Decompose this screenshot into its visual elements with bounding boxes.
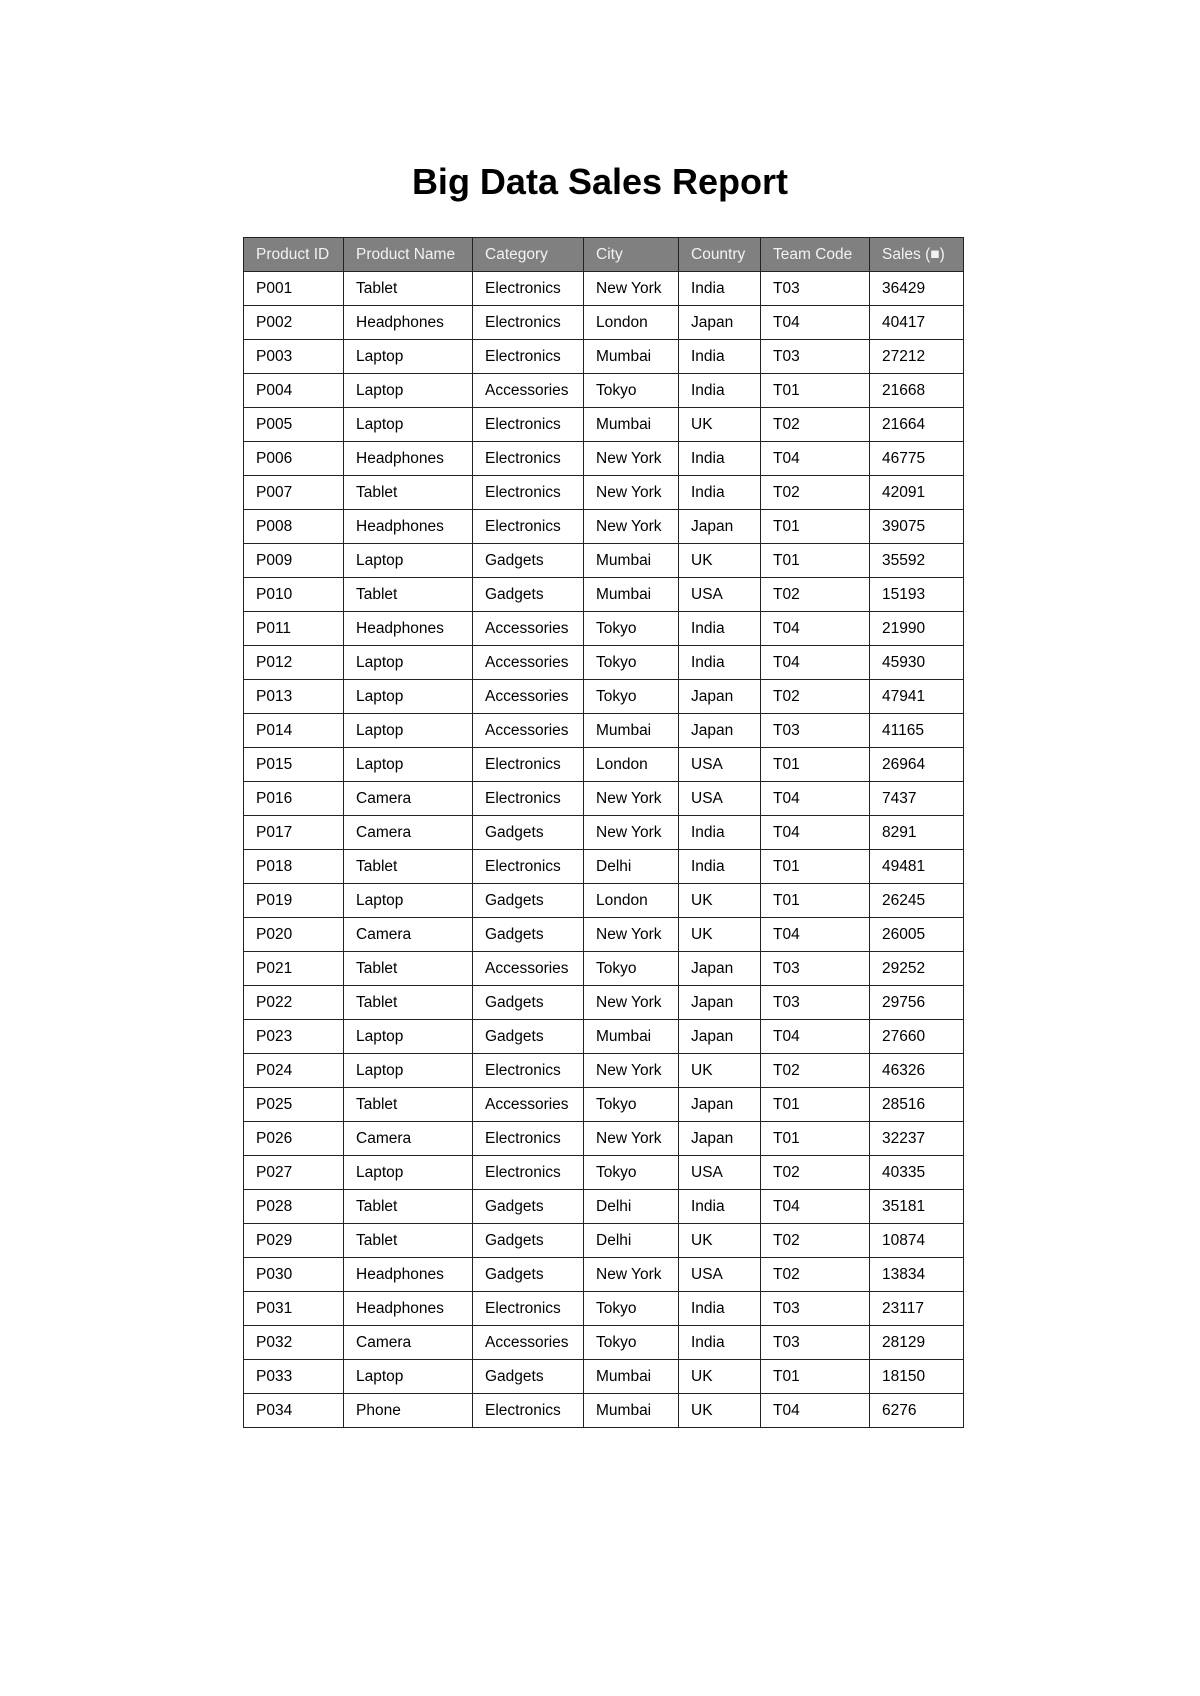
table-header bbox=[244, 238, 964, 272]
team-code-cell: T04 bbox=[761, 442, 870, 476]
team-code-cell: T04 bbox=[761, 816, 870, 850]
city-cell: Delhi bbox=[584, 1224, 679, 1258]
country-cell: India bbox=[679, 476, 761, 510]
product-name-cell: Phone bbox=[344, 1394, 473, 1428]
team-code-cell: T01 bbox=[761, 374, 870, 408]
table-row bbox=[244, 510, 964, 544]
country-cell: Japan bbox=[679, 1088, 761, 1122]
sales-cell: 26245 bbox=[870, 884, 964, 918]
product-id-cell: P002 bbox=[244, 306, 344, 340]
city-cell: Tokyo bbox=[584, 1088, 679, 1122]
table-row bbox=[244, 782, 964, 816]
team-code-cell: T03 bbox=[761, 714, 870, 748]
team-code-cell: T04 bbox=[761, 1020, 870, 1054]
table-row bbox=[244, 850, 964, 884]
product-id-cell: P014 bbox=[244, 714, 344, 748]
sales-cell: 39075 bbox=[870, 510, 964, 544]
table-row bbox=[244, 442, 964, 476]
sales-cell: 36429 bbox=[870, 272, 964, 306]
category-cell: Gadgets bbox=[473, 578, 584, 612]
table-body bbox=[244, 272, 964, 1428]
product-id-cell: P015 bbox=[244, 748, 344, 782]
country-cell: USA bbox=[679, 782, 761, 816]
product-name-cell: Headphones bbox=[344, 1292, 473, 1326]
product-id-cell: P027 bbox=[244, 1156, 344, 1190]
team-code-cell: T01 bbox=[761, 884, 870, 918]
product-id-cell: P029 bbox=[244, 1224, 344, 1258]
table-row bbox=[244, 646, 964, 680]
sales-cell: 41165 bbox=[870, 714, 964, 748]
country-cell: UK bbox=[679, 544, 761, 578]
category-cell: Accessories bbox=[473, 646, 584, 680]
team-code-cell: T02 bbox=[761, 1258, 870, 1292]
country-cell: UK bbox=[679, 1394, 761, 1428]
city-cell: New York bbox=[584, 510, 679, 544]
category-cell: Electronics bbox=[473, 476, 584, 510]
sales-cell: 21990 bbox=[870, 612, 964, 646]
table-row bbox=[244, 884, 964, 918]
country-cell: Japan bbox=[679, 1122, 761, 1156]
country-cell: UK bbox=[679, 1360, 761, 1394]
sales-cell: 29756 bbox=[870, 986, 964, 1020]
country-cell: India bbox=[679, 1190, 761, 1224]
country-cell: Japan bbox=[679, 986, 761, 1020]
product-id-cell: P034 bbox=[244, 1394, 344, 1428]
column-header-sales: Sales (■) bbox=[870, 238, 964, 272]
product-id-cell: P004 bbox=[244, 374, 344, 408]
country-cell: USA bbox=[679, 578, 761, 612]
city-cell: Tokyo bbox=[584, 680, 679, 714]
product-id-cell: P012 bbox=[244, 646, 344, 680]
sales-cell: 47941 bbox=[870, 680, 964, 714]
city-cell: New York bbox=[584, 1258, 679, 1292]
sales-cell: 46775 bbox=[870, 442, 964, 476]
category-cell: Accessories bbox=[473, 1326, 584, 1360]
sales-cell: 29252 bbox=[870, 952, 964, 986]
city-cell: Mumbai bbox=[584, 1020, 679, 1054]
category-cell: Electronics bbox=[473, 340, 584, 374]
table-row bbox=[244, 986, 964, 1020]
sales-cell: 7437 bbox=[870, 782, 964, 816]
sales-cell: 45930 bbox=[870, 646, 964, 680]
product-name-cell: Tablet bbox=[344, 476, 473, 510]
product-name-cell: Laptop bbox=[344, 374, 473, 408]
city-cell: Mumbai bbox=[584, 408, 679, 442]
table-row bbox=[244, 340, 964, 374]
table-row bbox=[244, 952, 964, 986]
category-cell: Electronics bbox=[473, 1394, 584, 1428]
category-cell: Gadgets bbox=[473, 1190, 584, 1224]
sales-cell: 18150 bbox=[870, 1360, 964, 1394]
city-cell: New York bbox=[584, 918, 679, 952]
team-code-cell: T04 bbox=[761, 1394, 870, 1428]
column-header-team-code: Team Code bbox=[761, 238, 870, 272]
sales-cell: 46326 bbox=[870, 1054, 964, 1088]
category-cell: Electronics bbox=[473, 1156, 584, 1190]
sales-cell: 23117 bbox=[870, 1292, 964, 1326]
country-cell: USA bbox=[679, 1156, 761, 1190]
country-cell: UK bbox=[679, 1054, 761, 1088]
country-cell: Japan bbox=[679, 680, 761, 714]
sales-cell: 35592 bbox=[870, 544, 964, 578]
sales-cell: 26964 bbox=[870, 748, 964, 782]
table-row bbox=[244, 1190, 964, 1224]
sales-cell: 8291 bbox=[870, 816, 964, 850]
table-row bbox=[244, 1122, 964, 1156]
city-cell: Tokyo bbox=[584, 374, 679, 408]
country-cell: UK bbox=[679, 884, 761, 918]
product-name-cell: Headphones bbox=[344, 306, 473, 340]
category-cell: Electronics bbox=[473, 1122, 584, 1156]
product-name-cell: Laptop bbox=[344, 1054, 473, 1088]
team-code-cell: T03 bbox=[761, 986, 870, 1020]
product-id-cell: P026 bbox=[244, 1122, 344, 1156]
table-row bbox=[244, 1258, 964, 1292]
table-row bbox=[244, 1326, 964, 1360]
product-name-cell: Camera bbox=[344, 918, 473, 952]
table-row bbox=[244, 1088, 964, 1122]
category-cell: Gadgets bbox=[473, 544, 584, 578]
city-cell: Mumbai bbox=[584, 1360, 679, 1394]
city-cell: New York bbox=[584, 272, 679, 306]
column-header-product-name: Product Name bbox=[344, 238, 473, 272]
category-cell: Electronics bbox=[473, 408, 584, 442]
product-name-cell: Tablet bbox=[344, 272, 473, 306]
category-cell: Accessories bbox=[473, 374, 584, 408]
table-row bbox=[244, 816, 964, 850]
product-id-cell: P011 bbox=[244, 612, 344, 646]
city-cell: Mumbai bbox=[584, 544, 679, 578]
city-cell: Mumbai bbox=[584, 578, 679, 612]
product-id-cell: P016 bbox=[244, 782, 344, 816]
city-cell: New York bbox=[584, 442, 679, 476]
country-cell: USA bbox=[679, 1258, 761, 1292]
product-id-cell: P006 bbox=[244, 442, 344, 476]
product-name-cell: Laptop bbox=[344, 408, 473, 442]
table-row bbox=[244, 408, 964, 442]
city-cell: London bbox=[584, 748, 679, 782]
city-cell: Mumbai bbox=[584, 1394, 679, 1428]
product-name-cell: Laptop bbox=[344, 748, 473, 782]
product-name-cell: Tablet bbox=[344, 1088, 473, 1122]
team-code-cell: T02 bbox=[761, 408, 870, 442]
country-cell: India bbox=[679, 442, 761, 476]
country-cell: India bbox=[679, 1292, 761, 1326]
sales-cell: 27660 bbox=[870, 1020, 964, 1054]
category-cell: Accessories bbox=[473, 612, 584, 646]
product-id-cell: P019 bbox=[244, 884, 344, 918]
city-cell: Tokyo bbox=[584, 612, 679, 646]
team-code-cell: T03 bbox=[761, 1326, 870, 1360]
team-code-cell: T01 bbox=[761, 1122, 870, 1156]
product-name-cell: Headphones bbox=[344, 612, 473, 646]
country-cell: India bbox=[679, 646, 761, 680]
product-name-cell: Laptop bbox=[344, 1020, 473, 1054]
product-name-cell: Laptop bbox=[344, 714, 473, 748]
category-cell: Electronics bbox=[473, 782, 584, 816]
product-name-cell: Laptop bbox=[344, 544, 473, 578]
product-name-cell: Laptop bbox=[344, 340, 473, 374]
table-row bbox=[244, 1020, 964, 1054]
team-code-cell: T02 bbox=[761, 680, 870, 714]
header-row bbox=[244, 238, 964, 272]
column-header-country: Country bbox=[679, 238, 761, 272]
column-header-city: City bbox=[584, 238, 679, 272]
product-id-cell: P031 bbox=[244, 1292, 344, 1326]
country-cell: Japan bbox=[679, 1020, 761, 1054]
team-code-cell: T01 bbox=[761, 1088, 870, 1122]
product-id-cell: P018 bbox=[244, 850, 344, 884]
team-code-cell: T01 bbox=[761, 544, 870, 578]
product-name-cell: Laptop bbox=[344, 646, 473, 680]
country-cell: India bbox=[679, 816, 761, 850]
country-cell: UK bbox=[679, 1224, 761, 1258]
city-cell: London bbox=[584, 884, 679, 918]
city-cell: Tokyo bbox=[584, 1292, 679, 1326]
country-cell: India bbox=[679, 850, 761, 884]
category-cell: Electronics bbox=[473, 272, 584, 306]
city-cell: Tokyo bbox=[584, 1326, 679, 1360]
product-id-cell: P032 bbox=[244, 1326, 344, 1360]
category-cell: Gadgets bbox=[473, 884, 584, 918]
city-cell: New York bbox=[584, 1122, 679, 1156]
product-id-cell: P025 bbox=[244, 1088, 344, 1122]
team-code-cell: T02 bbox=[761, 1156, 870, 1190]
product-name-cell: Camera bbox=[344, 1122, 473, 1156]
table-row bbox=[244, 544, 964, 578]
table-row bbox=[244, 1156, 964, 1190]
product-name-cell: Tablet bbox=[344, 986, 473, 1020]
team-code-cell: T04 bbox=[761, 1190, 870, 1224]
product-id-cell: P021 bbox=[244, 952, 344, 986]
table-row bbox=[244, 374, 964, 408]
city-cell: Delhi bbox=[584, 850, 679, 884]
product-id-cell: P010 bbox=[244, 578, 344, 612]
city-cell: Tokyo bbox=[584, 952, 679, 986]
category-cell: Gadgets bbox=[473, 986, 584, 1020]
product-name-cell: Tablet bbox=[344, 578, 473, 612]
page-title: Big Data Sales Report bbox=[411, 161, 789, 202]
product-name-cell: Headphones bbox=[344, 1258, 473, 1292]
team-code-cell: T04 bbox=[761, 782, 870, 816]
category-cell: Accessories bbox=[473, 952, 584, 986]
category-cell: Gadgets bbox=[473, 1360, 584, 1394]
product-id-cell: P005 bbox=[244, 408, 344, 442]
sales-cell: 49481 bbox=[870, 850, 964, 884]
team-code-cell: T04 bbox=[761, 646, 870, 680]
product-name-cell: Tablet bbox=[344, 1224, 473, 1258]
category-cell: Electronics bbox=[473, 850, 584, 884]
team-code-cell: T01 bbox=[761, 510, 870, 544]
country-cell: Japan bbox=[679, 952, 761, 986]
country-cell: UK bbox=[679, 918, 761, 952]
category-cell: Gadgets bbox=[473, 1258, 584, 1292]
city-cell: New York bbox=[584, 1054, 679, 1088]
column-header-category: Category bbox=[473, 238, 584, 272]
city-cell: Tokyo bbox=[584, 646, 679, 680]
country-cell: India bbox=[679, 374, 761, 408]
product-id-cell: P013 bbox=[244, 680, 344, 714]
team-code-cell: T04 bbox=[761, 612, 870, 646]
team-code-cell: T02 bbox=[761, 1224, 870, 1258]
product-name-cell: Laptop bbox=[344, 884, 473, 918]
category-cell: Gadgets bbox=[473, 1020, 584, 1054]
country-cell: USA bbox=[679, 748, 761, 782]
city-cell: New York bbox=[584, 986, 679, 1020]
sales-cell: 28516 bbox=[870, 1088, 964, 1122]
product-id-cell: P024 bbox=[244, 1054, 344, 1088]
table-row bbox=[244, 612, 964, 646]
team-code-cell: T02 bbox=[761, 1054, 870, 1088]
product-id-cell: P022 bbox=[244, 986, 344, 1020]
product-name-cell: Laptop bbox=[344, 680, 473, 714]
city-cell: Mumbai bbox=[584, 340, 679, 374]
product-id-cell: P033 bbox=[244, 1360, 344, 1394]
category-cell: Gadgets bbox=[473, 1224, 584, 1258]
sales-cell: 26005 bbox=[870, 918, 964, 952]
product-name-cell: Headphones bbox=[344, 510, 473, 544]
category-cell: Accessories bbox=[473, 680, 584, 714]
category-cell: Accessories bbox=[473, 1088, 584, 1122]
product-id-cell: P020 bbox=[244, 918, 344, 952]
team-code-cell: T01 bbox=[761, 748, 870, 782]
city-cell: Tokyo bbox=[584, 1156, 679, 1190]
product-id-cell: P030 bbox=[244, 1258, 344, 1292]
country-cell: Japan bbox=[679, 510, 761, 544]
team-code-cell: T04 bbox=[761, 306, 870, 340]
product-id-cell: P001 bbox=[244, 272, 344, 306]
category-cell: Electronics bbox=[473, 1054, 584, 1088]
product-name-cell: Camera bbox=[344, 1326, 473, 1360]
team-code-cell: T03 bbox=[761, 952, 870, 986]
table-row bbox=[244, 578, 964, 612]
product-name-cell: Laptop bbox=[344, 1360, 473, 1394]
city-cell: New York bbox=[584, 782, 679, 816]
product-id-cell: P023 bbox=[244, 1020, 344, 1054]
category-cell: Electronics bbox=[473, 1292, 584, 1326]
product-name-cell: Tablet bbox=[344, 952, 473, 986]
table-row bbox=[244, 272, 964, 306]
product-id-cell: P017 bbox=[244, 816, 344, 850]
team-code-cell: T04 bbox=[761, 918, 870, 952]
category-cell: Electronics bbox=[473, 748, 584, 782]
team-code-cell: T03 bbox=[761, 1292, 870, 1326]
sales-cell: 28129 bbox=[870, 1326, 964, 1360]
sales-cell: 13834 bbox=[870, 1258, 964, 1292]
country-cell: India bbox=[679, 272, 761, 306]
category-cell: Gadgets bbox=[473, 918, 584, 952]
table-row bbox=[244, 306, 964, 340]
country-cell: India bbox=[679, 1326, 761, 1360]
sales-cell: 40417 bbox=[870, 306, 964, 340]
sales-cell: 35181 bbox=[870, 1190, 964, 1224]
category-cell: Electronics bbox=[473, 306, 584, 340]
team-code-cell: T01 bbox=[761, 850, 870, 884]
category-cell: Gadgets bbox=[473, 816, 584, 850]
sales-cell: 6276 bbox=[870, 1394, 964, 1428]
country-cell: Japan bbox=[679, 306, 761, 340]
product-name-cell: Tablet bbox=[344, 1190, 473, 1224]
sales-cell: 27212 bbox=[870, 340, 964, 374]
team-code-cell: T02 bbox=[761, 476, 870, 510]
category-cell: Accessories bbox=[473, 714, 584, 748]
table-row bbox=[244, 1292, 964, 1326]
column-header-product-id: Product ID bbox=[244, 238, 344, 272]
product-id-cell: P009 bbox=[244, 544, 344, 578]
sales-cell: 40335 bbox=[870, 1156, 964, 1190]
table-row bbox=[244, 1054, 964, 1088]
category-cell: Electronics bbox=[473, 510, 584, 544]
table-row bbox=[244, 748, 964, 782]
sales-cell: 32237 bbox=[870, 1122, 964, 1156]
product-name-cell: Camera bbox=[344, 816, 473, 850]
table-row bbox=[244, 918, 964, 952]
country-cell: UK bbox=[679, 408, 761, 442]
team-code-cell: T03 bbox=[761, 272, 870, 306]
sales-cell: 15193 bbox=[870, 578, 964, 612]
table-row bbox=[244, 1360, 964, 1394]
city-cell: London bbox=[584, 306, 679, 340]
category-cell: Electronics bbox=[473, 442, 584, 476]
product-name-cell: Laptop bbox=[344, 1156, 473, 1190]
product-id-cell: P028 bbox=[244, 1190, 344, 1224]
country-cell: Japan bbox=[679, 714, 761, 748]
product-name-cell: Headphones bbox=[344, 442, 473, 476]
city-cell: New York bbox=[584, 816, 679, 850]
sales-cell: 10874 bbox=[870, 1224, 964, 1258]
table-row bbox=[244, 1224, 964, 1258]
city-cell: Delhi bbox=[584, 1190, 679, 1224]
city-cell: Mumbai bbox=[584, 714, 679, 748]
sales-table bbox=[243, 237, 964, 1428]
country-cell: India bbox=[679, 340, 761, 374]
product-id-cell: P007 bbox=[244, 476, 344, 510]
product-id-cell: P003 bbox=[244, 340, 344, 374]
table-row bbox=[244, 714, 964, 748]
team-code-cell: T01 bbox=[761, 1360, 870, 1394]
product-id-cell: P008 bbox=[244, 510, 344, 544]
city-cell: New York bbox=[584, 476, 679, 510]
sales-cell: 42091 bbox=[870, 476, 964, 510]
team-code-cell: T03 bbox=[761, 340, 870, 374]
table-row bbox=[244, 476, 964, 510]
country-cell: India bbox=[679, 612, 761, 646]
sales-cell: 21664 bbox=[870, 408, 964, 442]
team-code-cell: T02 bbox=[761, 578, 870, 612]
product-name-cell: Tablet bbox=[344, 850, 473, 884]
table-row bbox=[244, 1394, 964, 1428]
table-row bbox=[244, 680, 964, 714]
sales-cell: 21668 bbox=[870, 374, 964, 408]
product-name-cell: Camera bbox=[344, 782, 473, 816]
